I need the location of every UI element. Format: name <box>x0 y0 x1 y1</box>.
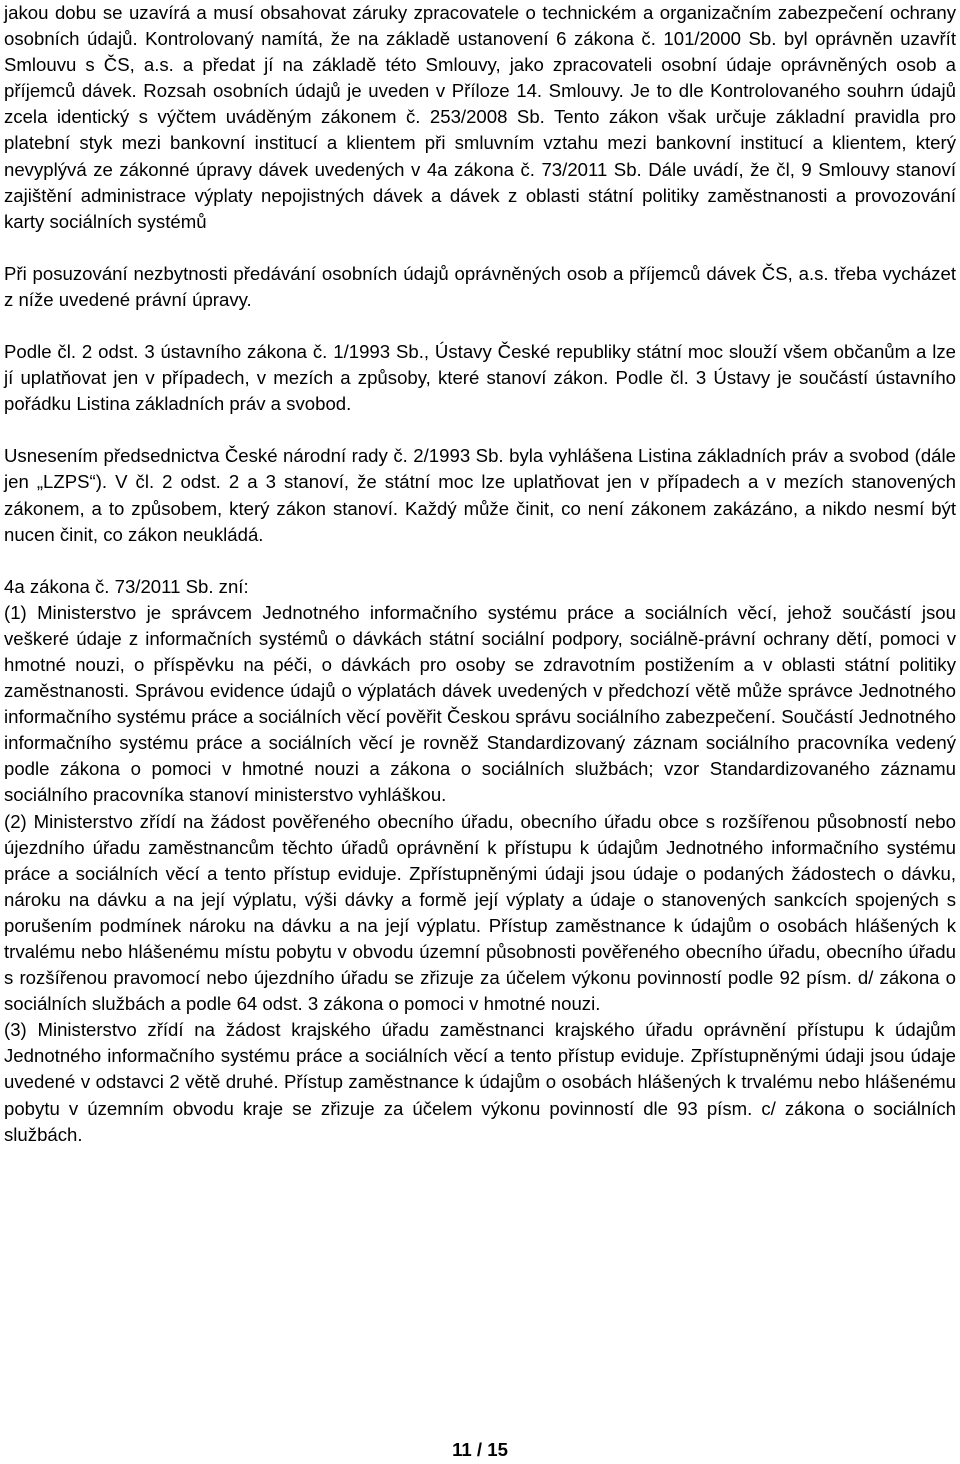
document-page <box>4 0 956 1148</box>
paragraph-gap <box>4 548 956 574</box>
paragraph-constitution: Podle čl. 2 odst. 3 ústavního zákona č. 1/1993 Sb., Ústavy České republiky státní moc slouží všem občanům a lze jí uplatňovat jen v případech, v mezích a způsoby, které stanoví zákon. Podle čl. 3 Ústavy je součástí ústavního pořádku Listina základních práv a svobod. <box>4 341 956 415</box>
paragraph-subsection-2: (2) Ministerstvo zřídí na žádost pověřeného obecního úřadu, obecního úřadu obce s rozšířenou působností nebo újezdního úřadu zaměstnancům těchto úřadů oprávnění k přístupu k údajům Jednotného informačního systému práce a sociálních věcí a tento přístup eviduje. Zpřístupněnými údaji jsou údaje o podaných žádostech o dávku, nároku na dávku a na její výplatu, výši dávky a formě její výplaty a údaje o stanovených sankcích spojených s porušením podmínek nároku na dávku a na její výplatu. Přístup zaměstnance k údajům o osobách hlášených k trvalému nebo hlášenému místu pobytu v obvodu územní působnosti pověřeného obecního úřadu, obecního úřadu s rozšířenou pravomocí nebo újezdního úřadu se zřizuje za účelem výkonu povinností podle 92 písm. d/ zákona o sociálních službách a podle 64 odst. 3 zákona o pomoci v hmotné nouzi. <box>4 810 956 1015</box>
paragraph-subsection-3: (3) Ministerstvo zřídí na žádost krajského úřadu zaměstnanci krajského úřadu oprávnění přístupu k údajům Jednotného informačního systému práce a sociálních věcí a tento přístup eviduje. Zpřístupněnými údaji jsou údaje uvedené v odstavci 2 větě druhé. Přístup zaměstnance k údajům o osobách hlášených k trvalému nebo hlášenému pobytu v územním obvodu kraje se zřizuje za účelem výkonu povinností dle 93 písm. c/ zákona o sociálních službách. <box>4 1019 956 1145</box>
paragraph-contract-processor: jakou dobu se uzavírá a musí obsahovat záruky zpracovatele o technickém a organizačním zabezpečení ochrany osobních údajů. Kontrolovaný namítá, že na základě ustanovení 6 zákona č. 101/2000 Sb. byl oprávněn uzavřít Smlouvu s ČS, a.s. a předat jí na základě této Smlouvy, jako zpracovateli osobní údaje oprávněných osob a příjemců dávek. Rozsah osobních údajů je uveden v Příloze 14. Smlouvy. Je to dle Kontrolovaného souhrn údajů zcela identický s výčtem uváděným zákonem č. 253/2008 Sb. Tento zákon však určuje základní pravidla pro platební styk mezi bankovní institucí a klientem při smluvním vztahu mezi bankovní institucí a klientem, který nevyplývá ze zákonné úpravy dávek uvedených v 4a zákona č. 73/2011 Sb. Dále uvádí, že čl, 9 Smlouvy stanoví zajištění administrace výplaty nepojistných dávek a dávek z oblasti státní politiky zaměstnanosti a provozování karty sociálních systémů <box>4 2 956 232</box>
paragraph-assessment: Při posuzování nezbytnosti předávání osobních údajů oprávněných osob a příjemců dávek ČS, a.s. třeba vycházet z níže uvedené právní úpravy. <box>4 262 956 310</box>
paragraph-gap <box>4 313 956 339</box>
paragraph-subsection-1: (1) Ministerstvo je správcem Jednotného informačního systému práce a sociálních věcí, jehož součástí jsou veškeré údaje z informačních systémů o dávkách státní sociální podpory, sociálně-právní ochrany dětí, pomoci v hmotné nouzi, o příspěvku na péči, o dávkách pro osoby se zdravotním postižením a v oblasti státní politiky zaměstnanosti. Správou evidence údajů o výplatách dávek uvedených v předchozí větě může správce Jednotného informačního systému práce a sociálních věcí pověřit Českou správu sociálního zabezpečení. Součástí Jednotného informačního systému práce a sociálních věcí je rovněž Standardizovaný záznam sociálního pracovníka vedený podle zákona o pomoci v hmotné nouzi a zákona o sociálních službách; vzor Standardizovaného záznamu sociálního pracovníka stanoví ministerstvo vyhláškou. <box>4 601 956 806</box>
page-number: 11 / 15 <box>452 1439 508 1460</box>
paragraph-gap <box>4 235 956 261</box>
paragraph-gap <box>4 417 956 443</box>
section-heading-4a: 4a zákona č. 73/2011 Sb. zní: <box>4 575 249 597</box>
paragraph-lzps: Usnesením předsednictva České národní rady č. 2/1993 Sb. byla vyhlášena Listina základních práv a svobod (dále jen „LZPS“). V čl. 2 odst. 2 a 3 stanoví, že státní moc lze uplatňovat jen v případech a v mezích stanovených zákonem, a to způsobem, který zákon stanoví. Každý může činit, co není zákonem zakázáno, a nikdo nesmí být nucen činit, co zákon neukládá. <box>4 445 956 545</box>
